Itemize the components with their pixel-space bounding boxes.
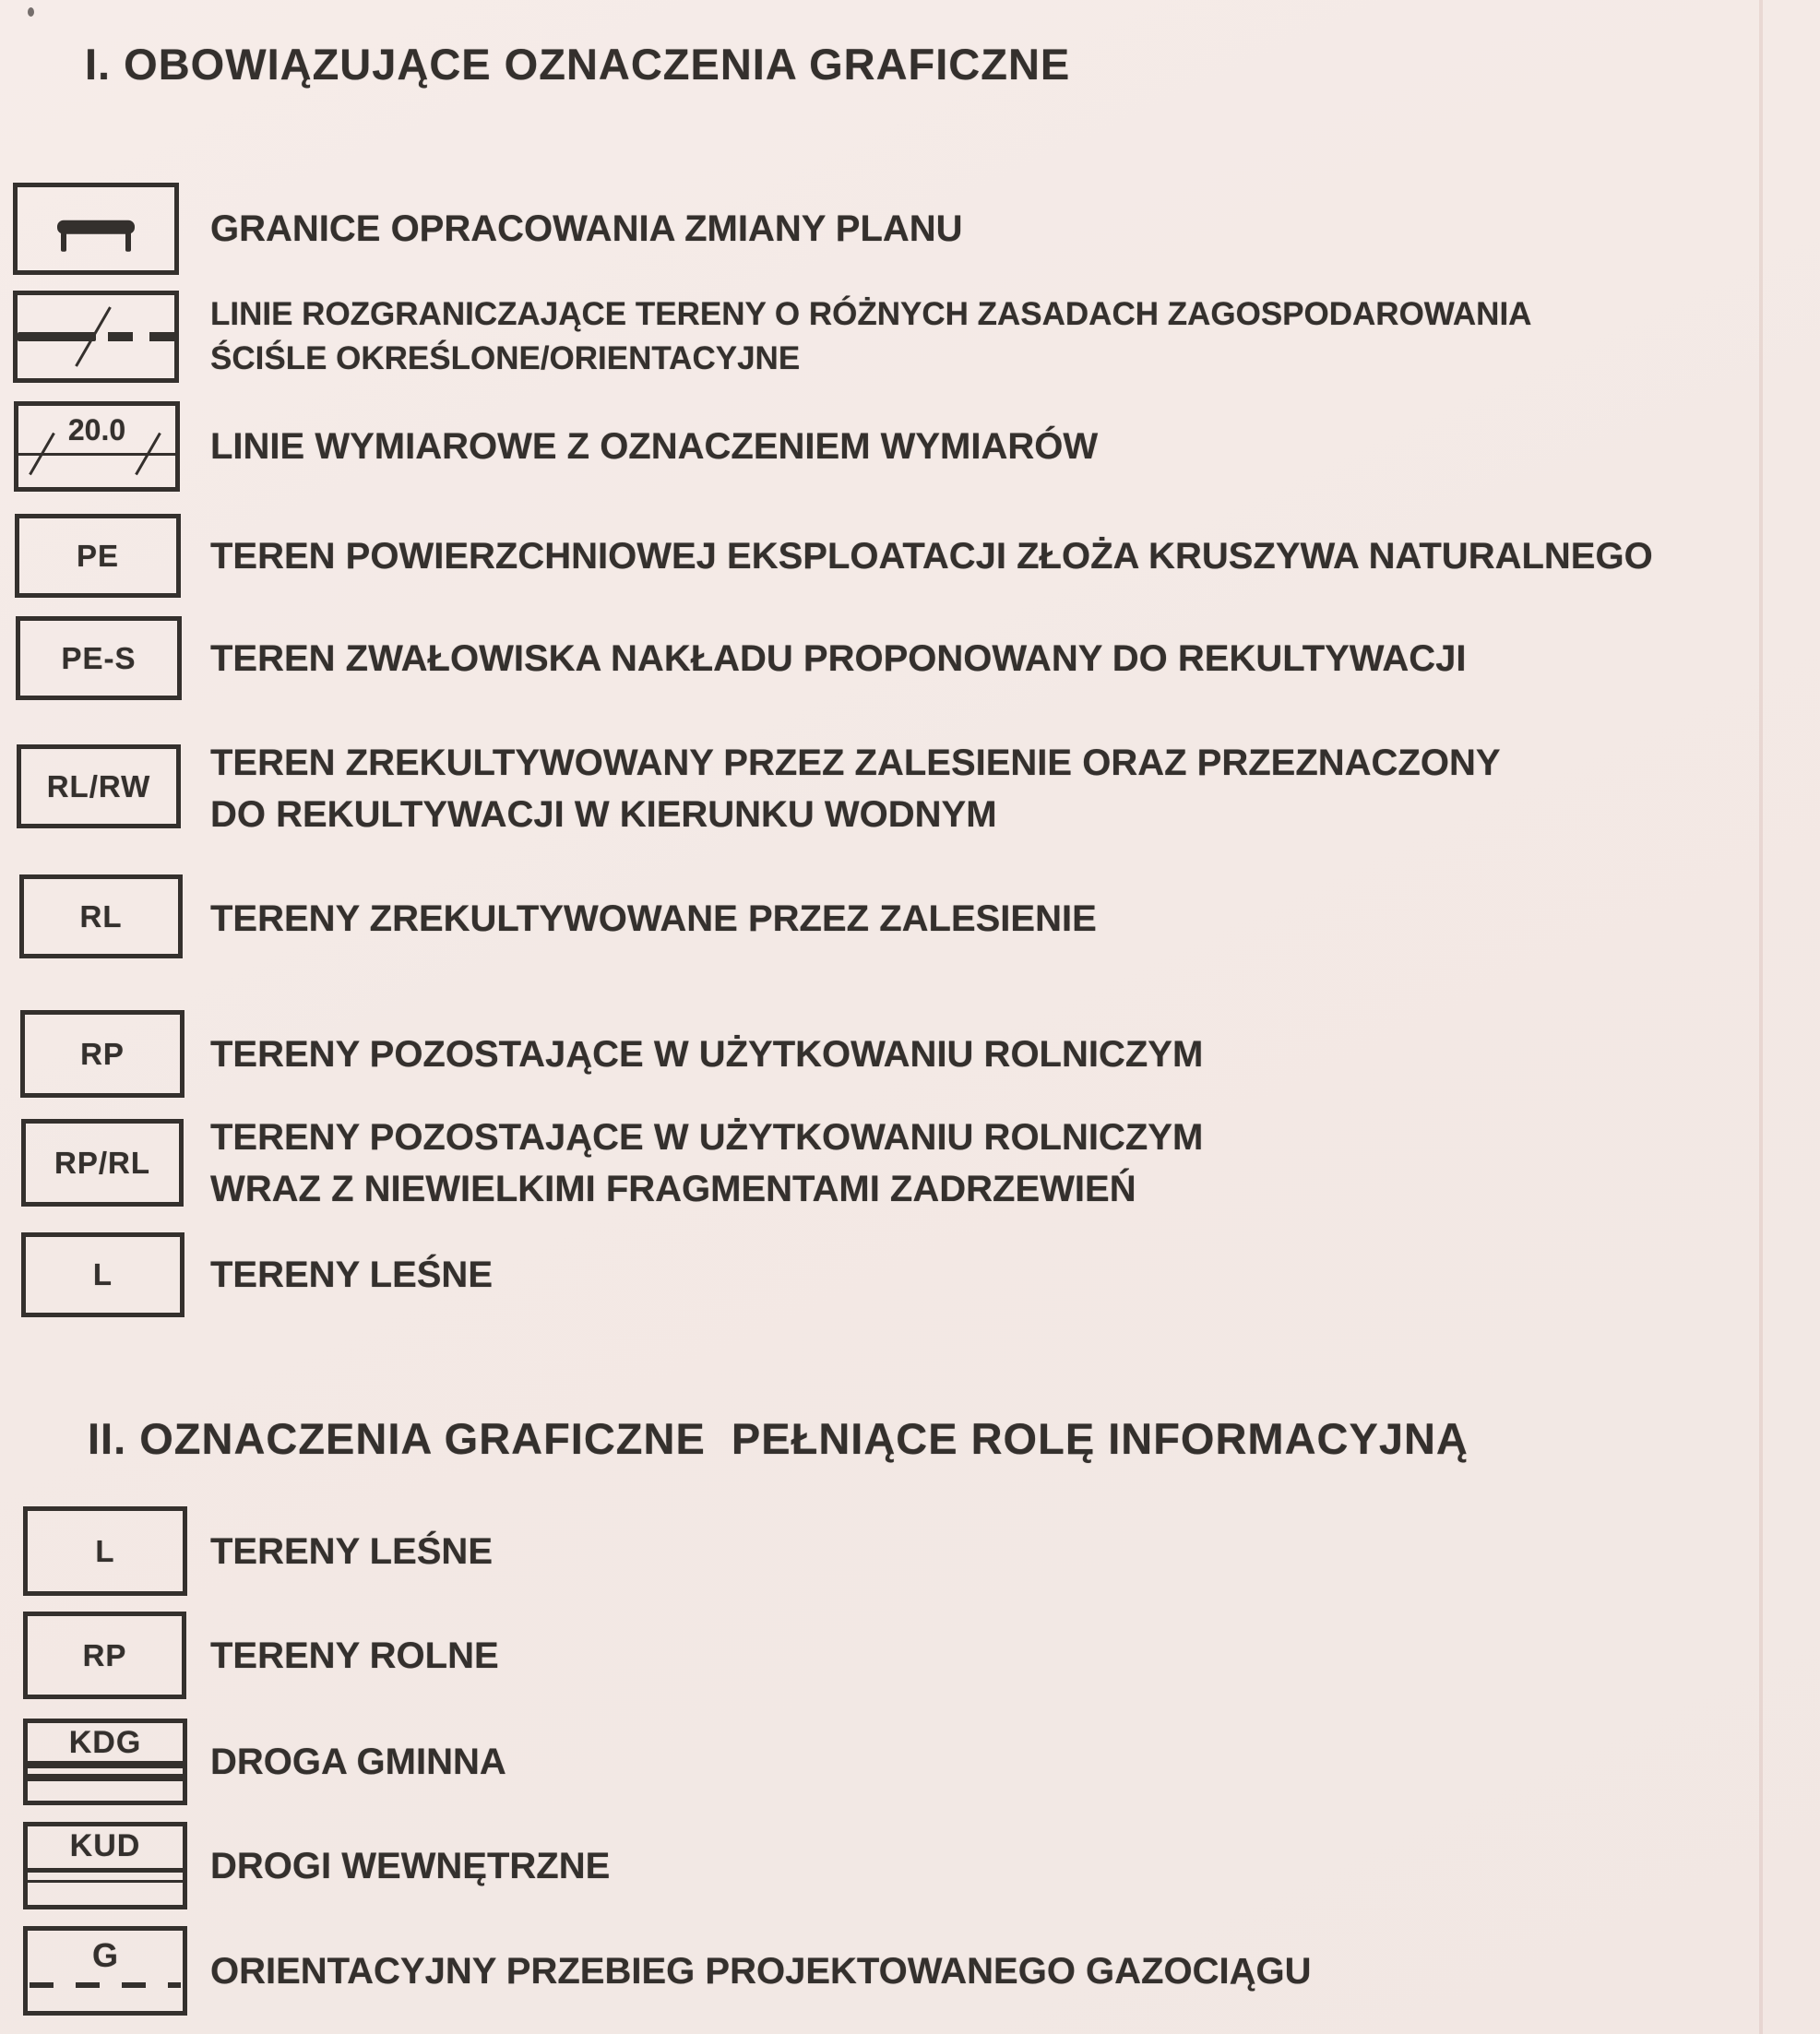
zone-code-box-pe-s	[16, 616, 182, 700]
zone-code-label: RP	[80, 1036, 125, 1071]
dashed-pipeline-line-icon	[30, 1982, 181, 1988]
description-line: DROGA GMINNA	[210, 1742, 506, 1782]
gas-code-label: G	[91, 1936, 118, 1974]
gas-pipeline-symbol-box	[23, 1926, 187, 2016]
zone-code-label: L	[92, 1257, 113, 1291]
legend-item-description	[210, 514, 1778, 598]
zone-code-label: PE-S	[61, 640, 137, 675]
road-edge-line-icon	[23, 1774, 187, 1781]
description-line: WRAZ Z NIEWIELKIMI FRAGMENTAMI ZADRZEWIEŃ	[210, 1169, 1136, 1209]
legend-item-description	[210, 1822, 1778, 1909]
description-line: DROGI WEWNĘTRZNE	[210, 1845, 611, 1886]
description-line: TEREN ZREKULTYWOWANY PRZEZ ZALESIENIE ORAZ PRZEZNACZONY	[210, 743, 1501, 783]
zone-code-box-rl	[19, 874, 183, 958]
zone-code-label: RL/RW	[46, 768, 151, 803]
description-line: TEREN ZWAŁOWISKA NAKŁADU PROPONOWANY DO REKULTYWACJI	[210, 637, 1467, 679]
zone-code-label: RP/RL	[54, 1145, 150, 1180]
zone-code-label: RL	[79, 898, 123, 934]
legend-item-description	[210, 1506, 1778, 1596]
zone-code-box-rp-info	[23, 1612, 186, 1699]
legend-item-description	[210, 737, 1778, 840]
zone-code-label: L	[95, 1533, 115, 1568]
description-line: TERENY LEŚNE	[210, 1530, 493, 1572]
description-line: GRANICE OPRACOWANIA ZMIANY PLANU	[210, 208, 963, 249]
zone-code-box-pe	[15, 514, 181, 598]
legend-item-description	[210, 1232, 1778, 1317]
scan-speck	[28, 7, 34, 17]
road-edge-line-icon	[23, 1761, 187, 1768]
legend-item-description	[210, 1112, 1778, 1215]
road-code-label: KDG	[68, 1725, 142, 1760]
description-line: DO REKULTYWACJI W KIERUNKU WODNYM	[210, 794, 997, 835]
description-line: TERENY POZOSTAJĄCE W UŻYTKOWANIU ROLNICZYM	[210, 1117, 1204, 1158]
legend-item-description	[210, 183, 1778, 275]
dashed-line-icon	[99, 332, 174, 341]
description-line: TERENY POZOSTAJĄCE W UŻYTKOWANIU ROLNICZYM	[210, 1033, 1204, 1075]
road-kdg-symbol-box	[23, 1719, 187, 1805]
zone-code-box-rl-rw	[17, 744, 181, 828]
zone-code-box-rp-rl	[21, 1119, 184, 1207]
legend-item-description	[210, 876, 1778, 960]
section1-title: I. OBOWIĄZUJĄCE OZNACZENIA GRAFICZNE	[85, 40, 1071, 89]
zone-code-label: RP	[82, 1637, 127, 1672]
description-line: TERENY ZREKULTYWOWANE PRZEZ ZALESIENIE	[210, 898, 1097, 939]
legend-item-description	[210, 1719, 1778, 1805]
road-code-label: KUD	[69, 1828, 141, 1863]
description-line: LINIE WYMIAROWE Z OZNACZENIEM WYMIARÓW	[210, 426, 1099, 467]
road-edge-line-icon	[23, 1880, 187, 1883]
zone-code-box-rp	[20, 1010, 184, 1098]
zone-code-box-l	[21, 1232, 184, 1317]
description-line: ORIENTACYJNY PRZEBIEG PROJEKTOWANEGO GAZOCIĄGU	[210, 1950, 1312, 1992]
solid-line-icon	[18, 332, 96, 341]
description-line: TERENY ROLNE	[210, 1635, 499, 1676]
legend-item-description	[210, 1612, 1778, 1699]
plan-boundary-icon	[57, 220, 135, 234]
legend-item-description	[210, 287, 1778, 387]
legend-item-description	[210, 1010, 1778, 1098]
legend-item-description	[210, 401, 1778, 492]
road-kud-symbol-box	[23, 1822, 187, 1909]
dimension-line-symbol-box	[14, 401, 180, 492]
legend-item-description	[210, 1926, 1778, 2016]
plan-boundary-symbol-box	[13, 183, 179, 275]
road-edge-line-icon	[23, 1868, 187, 1873]
dimension-value: 20.0	[67, 413, 126, 447]
zone-code-label: PE	[76, 538, 120, 573]
legend-item-description	[210, 616, 1778, 700]
description-line: ŚCIŚLE OKREŚLONE/ORIENTACYJNE	[210, 340, 801, 376]
section2-title: II. OZNACZENIA GRAFICZNE PEŁNIĄCE ROLĘ INFORMACYJNĄ	[88, 1414, 1469, 1463]
description-line: TEREN POWIERZCHNIOWEJ EKSPLOATACJI ZŁOŻA KRUSZYWA NATURALNEGO	[210, 535, 1653, 577]
dividing-lines-symbol-box	[13, 291, 179, 383]
zone-code-box-l-info	[23, 1506, 187, 1596]
description-line: TERENY LEŚNE	[210, 1255, 493, 1295]
description-line: LINIE ROZGRANICZAJĄCE TERENY O RÓŻNYCH ZASADACH ZAGOSPODAROWANIA	[210, 296, 1532, 332]
